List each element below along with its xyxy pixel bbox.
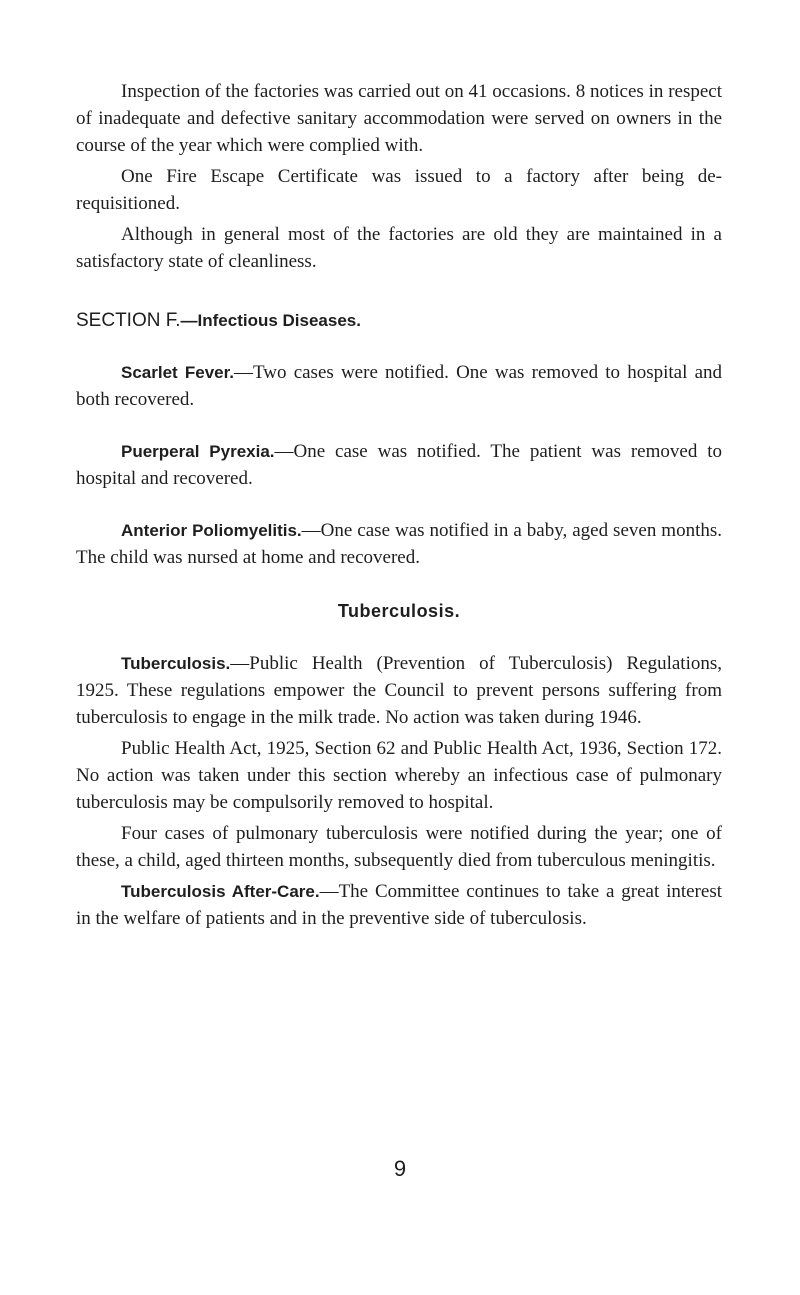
puerperal-pyrexia-paragraph <box>76 438 722 492</box>
fire-escape-paragraph: One Fire Escape Certificate was issued to a factory after being de-requisitioned. <box>76 166 722 214</box>
anterior-poliomyelitis-text: —One case was notified in a baby, aged seven months. The child was nursed at home and recovered. <box>76 520 722 568</box>
tuberculosis-section-title: Tuberculosis. <box>337 601 461 621</box>
page-number: 9 <box>393 1156 407 1181</box>
scarlet-fever-text: —Two cases were notified. One was removed to hospital and both recovered. <box>76 362 723 410</box>
anterior-poliomyelitis-paragraph <box>76 517 722 571</box>
factories-inspection-paragraph: Inspection of the factories was carried out on 41 occasions. 8 notices in respect of inadequate and defective sanitary accommodation were served on owners in the course of the year which were complied with. <box>76 81 722 156</box>
scarlet-fever-paragraph <box>76 359 722 413</box>
section-f-label: SECTION F. <box>76 310 181 331</box>
scarlet-fever-heading: Scarlet Fever. <box>121 363 235 382</box>
after-care-heading: Tuberculosis After-Care. <box>121 882 320 901</box>
section-f-title: —Infectious Diseases. <box>180 311 361 330</box>
section-f-heading <box>76 307 722 334</box>
puerperal-pyrexia-text: —One case was notified. The patient was removed to hospital and recovered. <box>76 441 722 489</box>
document-page <box>76 78 722 932</box>
public-health-act-paragraph: Public Health Act, 1925, Section 62 and Public Health Act, 1936, Section 172. No action was taken under this section whereby an infectious case of pulmonary tuberculosis may be compulsorily removed to hospital. <box>76 738 722 813</box>
tuberculosis-heading: Tuberculosis. <box>121 654 231 673</box>
tuberculosis-regulations-paragraph <box>76 650 722 731</box>
after-care-text: —The Committee continues to take a great interest in the welfare of patients and in the preventive side of tuberculosis. <box>76 881 722 929</box>
puerperal-pyrexia-heading: Puerperal Pyrexia. <box>121 442 275 461</box>
factories-condition-paragraph: Although in general most of the factories are old they are maintained in a satisfactory state of cleanliness. <box>76 224 722 272</box>
anterior-poliomyelitis-heading: Anterior Poliomyelitis. <box>121 521 302 540</box>
tuberculosis-text: —Public Health (Prevention of Tuberculosis) Regulations, 1925. These regulations empower the Council to prevent persons suffering from tuberculosis to engage in the milk trade. No action was taken during 1946. <box>76 653 722 728</box>
pulmonary-cases-paragraph: Four cases of pulmonary tuberculosis were notified during the year; one of these, a child, aged thirteen months, subsequently died from tuberculous meningitis. <box>76 823 722 871</box>
after-care-paragraph <box>76 878 722 932</box>
